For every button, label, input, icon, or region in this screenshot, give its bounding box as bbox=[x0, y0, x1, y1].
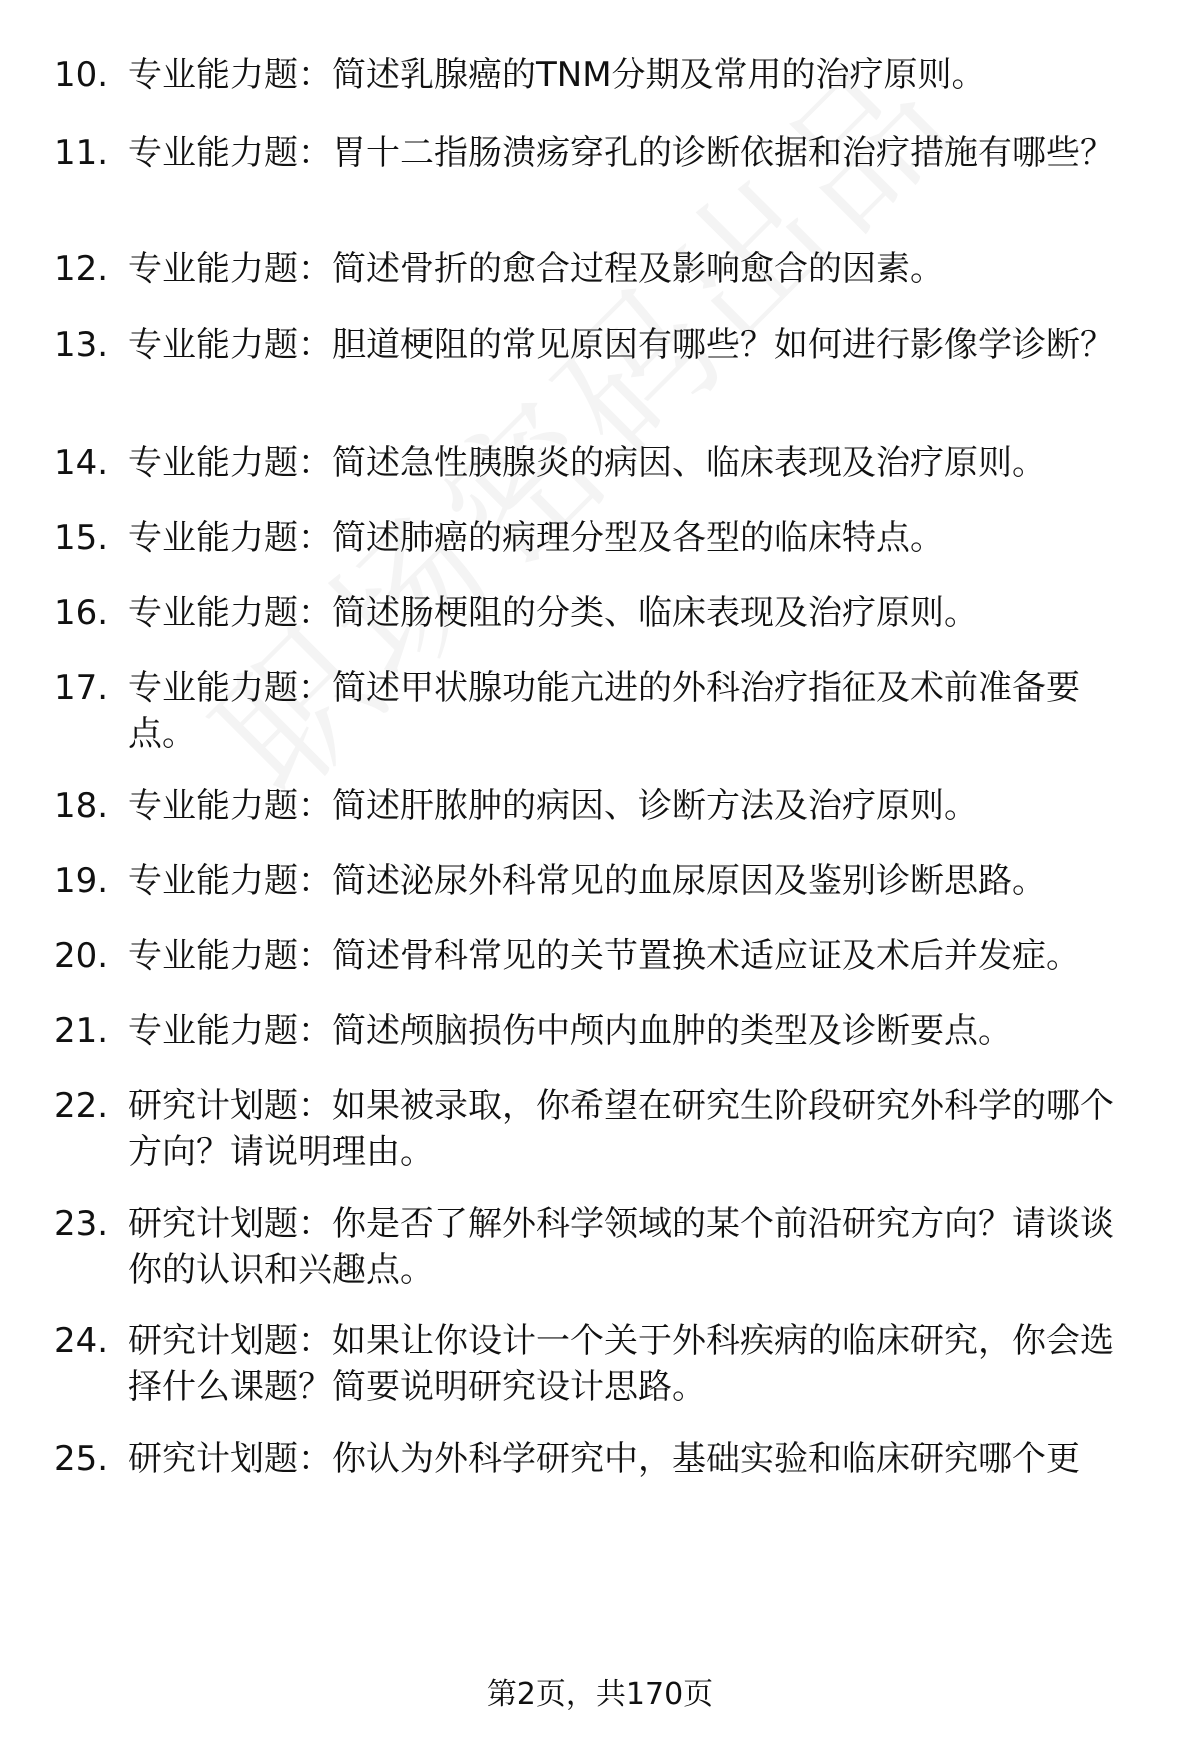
question-category: 专业能力题： bbox=[128, 518, 332, 558]
question-number: 10. bbox=[54, 55, 109, 95]
question-body bbox=[128, 130, 1138, 176]
question-category: 专业能力题： bbox=[128, 1011, 332, 1051]
question-category: 专业能力题： bbox=[128, 443, 332, 483]
question-number: 17. bbox=[54, 668, 109, 708]
question-text: 胃十二指肠溃疡穿孔的诊断依据和治疗措施有哪些？ bbox=[332, 133, 1114, 173]
question-number: 19. bbox=[54, 861, 109, 901]
question-category: 专业能力题： bbox=[128, 593, 332, 633]
question-text: 如果让你设计一个关于外科疾病的临床研究，你会选择什么课题？简要说明研究设计思路。 bbox=[128, 1321, 1114, 1407]
question-text: 简述肺癌的病理分型及各型的临床特点。 bbox=[332, 518, 944, 558]
question-text: 简述骨折的愈合过程及影响愈合的因素。 bbox=[332, 249, 944, 289]
question-body bbox=[128, 783, 1138, 829]
question-category: 研究计划题： bbox=[128, 1204, 332, 1244]
question-number: 14. bbox=[54, 443, 109, 483]
question-body bbox=[128, 1201, 1138, 1293]
question-body bbox=[128, 590, 1138, 636]
question-text: 简述急性胰腺炎的病因、临床表现及治疗原则。 bbox=[332, 443, 1046, 483]
question-body bbox=[128, 1008, 1138, 1054]
question-category: 研究计划题： bbox=[128, 1439, 332, 1479]
question-body bbox=[128, 322, 1138, 368]
page-footer: 第2页，共170页 bbox=[486, 1677, 714, 1712]
question-text: 简述骨科常见的关节置换术适应证及术后并发症。 bbox=[332, 936, 1080, 976]
question-category: 研究计划题： bbox=[128, 1321, 332, 1361]
question-text: 你认为外科学研究中，基础实验和临床研究哪个更 bbox=[332, 1439, 1080, 1479]
question-text: 简述肝脓肿的病因、诊断方法及治疗原则。 bbox=[332, 786, 978, 826]
question-text: 简述乳腺癌的TNM分期及常用的治疗原则。 bbox=[332, 55, 986, 95]
question-number: 20. bbox=[54, 936, 109, 976]
question-category: 专业能力题： bbox=[128, 936, 332, 976]
question-category: 专业能力题： bbox=[128, 325, 332, 365]
question-body bbox=[128, 858, 1138, 904]
question-category: 专业能力题： bbox=[128, 668, 332, 708]
question-number: 11. bbox=[54, 133, 109, 173]
question-number: 12. bbox=[54, 249, 109, 289]
question-text: 简述甲状腺功能亢进的外科治疗指征及术前准备要点。 bbox=[128, 668, 1080, 754]
question-text: 如果被录取，你希望在研究生阶段研究外科学的哪个方向？请说明理由。 bbox=[128, 1086, 1114, 1172]
question-body bbox=[128, 665, 1138, 757]
question-number: 21. bbox=[54, 1011, 109, 1051]
question-body bbox=[128, 440, 1138, 486]
question-category: 专业能力题： bbox=[128, 786, 332, 826]
question-number: 15. bbox=[54, 518, 109, 558]
question-number: 18. bbox=[54, 786, 109, 826]
question-text: 简述颅脑损伤中颅内血肿的类型及诊断要点。 bbox=[332, 1011, 1012, 1051]
question-body bbox=[128, 515, 1138, 561]
question-text: 你是否了解外科学领域的某个前沿研究方向？请谈谈你的认识和兴趣点。 bbox=[128, 1204, 1114, 1290]
question-text: 简述肠梗阻的分类、临床表现及治疗原则。 bbox=[332, 593, 978, 633]
question-category: 研究计划题： bbox=[128, 1086, 332, 1126]
question-category: 专业能力题： bbox=[128, 861, 332, 901]
question-number: 23. bbox=[54, 1204, 109, 1244]
question-body bbox=[128, 1318, 1138, 1410]
question-body bbox=[128, 246, 1138, 292]
question-body bbox=[128, 1083, 1138, 1175]
question-category: 专业能力题： bbox=[128, 55, 332, 95]
question-number: 25. bbox=[54, 1439, 109, 1479]
question-number: 16. bbox=[54, 593, 109, 633]
question-text: 简述泌尿外科常见的血尿原因及鉴别诊断思路。 bbox=[332, 861, 1046, 901]
question-body bbox=[128, 52, 1138, 98]
question-text: 胆道梗阻的常见原因有哪些？如何进行影像学诊断？ bbox=[332, 325, 1114, 365]
question-category: 专业能力题： bbox=[128, 133, 332, 173]
question-number: 13. bbox=[54, 325, 109, 365]
question-number: 24. bbox=[54, 1321, 109, 1361]
question-body bbox=[128, 1436, 1138, 1482]
question-body bbox=[128, 933, 1138, 979]
question-number: 22. bbox=[54, 1086, 109, 1126]
question-category: 专业能力题： bbox=[128, 249, 332, 289]
